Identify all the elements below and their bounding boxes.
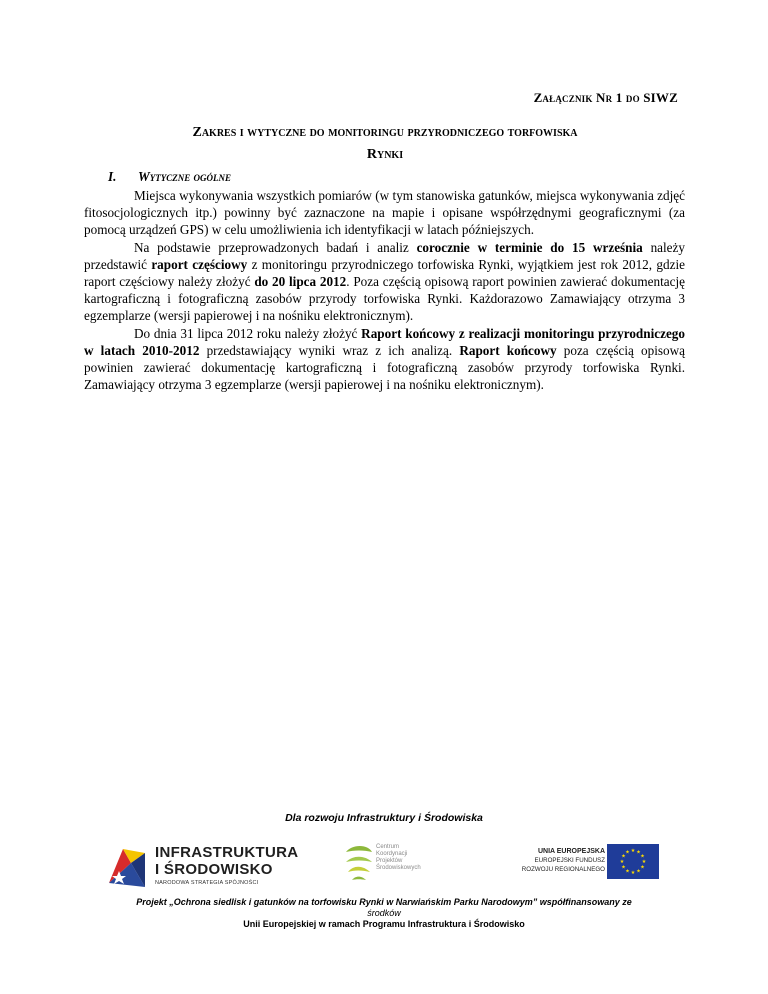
project-line-2: środków	[367, 908, 401, 918]
bold-run: Raport końcowy	[459, 342, 557, 358]
eu-star: ★	[630, 871, 636, 877]
section-number: I.	[108, 169, 117, 184]
text-run: z monitoringu przyrodniczego torfowiska Rynki, wyjątkiem jest rok 2012, gdzie raport częściowy należy złożyć	[84, 256, 685, 290]
text-run: poza częścią opisową powinien zawierać dokumentację kartograficzną i fotograficzną zasobów przyrody torfowiska Rynki. Zamawiający otrzyma 3 egzemplarze (wersji papierowej i na nośniku elektronicznym).	[84, 342, 685, 393]
document-body	[84, 187, 685, 393]
eu-star: ★	[640, 854, 645, 860]
text-run: przedstawiający wyniki wraz z ich analizą.	[199, 342, 460, 358]
annex-label: Załącznik Nr 1 do SIWZ	[533, 90, 678, 105]
eu-logo-text	[522, 847, 605, 874]
title-line-1: Zakres i wytyczne do monitoringu przyrodniczego torfowiska	[192, 125, 578, 140]
text-run: . Poza częścią opisową raport powinien zawierać dokumentację kartograficzną i fotograficzną zasobów przyrody torfowiska Rynki. Każdorazowo Zamawiający otrzyma 3 egzemplarze (wersji papierowej i na nośniku elektronicznym).	[84, 274, 685, 324]
eu-star: ★	[621, 854, 626, 860]
ckps-line: Projektów	[376, 858, 403, 864]
footer-tagline: Dla rozwoju Infrastruktury i Środowiska	[285, 812, 483, 824]
logo-is-line-3: NARODOWA STRATEGIA SPÓJNOŚCI	[155, 880, 259, 886]
project-line-3: Unii Europejskiej w ramach Programu Infrastruktura i Środowisko	[243, 919, 525, 929]
project-line-1: Projekt „Ochrona siedlisk i gatunków na torfowisku Rynki w Narwiańskim Parku Narodowym” współfinansowany ze	[136, 897, 632, 907]
eu-flag-icon	[607, 844, 659, 879]
title-line-2: Rynki	[366, 147, 404, 162]
eu-star: ★	[621, 865, 626, 871]
paragraph-2	[84, 239, 685, 325]
ckps-line: Koordynacji	[376, 851, 408, 857]
section-title: Wytyczne ogólne	[138, 169, 232, 184]
section-heading	[108, 169, 231, 185]
logo-is-line-2: I ŚRODOWISKO	[155, 861, 273, 878]
ckps-logo-text	[376, 844, 421, 872]
paragraph-3	[84, 325, 685, 394]
ckps-logo	[342, 842, 452, 894]
eu-star: ★	[640, 865, 645, 871]
eu-star: ★	[625, 850, 630, 856]
text-run: należy przedstawić	[84, 239, 685, 272]
document-title	[120, 122, 650, 166]
bold-run: Raport końcowy z realizacji monitoringu przyrodniczego w latach 2010-2012	[84, 325, 685, 358]
footer-project-note	[80, 897, 688, 930]
text-run: Do dnia 31 lipca 2012 roku należy złożyć	[134, 325, 362, 341]
eu-star: ★	[630, 849, 636, 855]
eu-star: ★	[619, 860, 625, 866]
eu-line-1: UNIA EUROPEJSKA	[537, 848, 605, 855]
ckps-line: Środowiskowych	[376, 865, 421, 871]
footer-logos	[0, 838, 768, 898]
paragraph-1: Miejsca wykonywania wszystkich pomiarów (w tym stanowiska gatunków, miejsca wykonywania zdjęć fitosocjologicznych itp.) powinny być zaznaczone na mapie i opisane współrzędnymi geograficznymi (za pomocą urządzeń GPS) w celu umożliwienia ich identyfikacji w latach późniejszych.	[84, 188, 685, 238]
text-run: Na podstawie przeprowadzonych badań i analiz	[134, 239, 417, 255]
eu-stars-icon	[607, 844, 659, 879]
bold-run: corocznie w terminie do 15 września	[416, 239, 643, 255]
bold-run: do 20 lipca 2012	[254, 274, 347, 290]
logo-is-line-1: INFRASTRUKTURA	[155, 844, 299, 861]
leaf-icon	[342, 842, 376, 884]
eu-logo	[504, 844, 659, 884]
eu-star: ★	[625, 869, 630, 875]
eu-line-3: ROZWOJU REGIONALNEGO	[521, 866, 605, 873]
ckps-line: Centrum	[376, 844, 400, 850]
eu-star: ★	[636, 869, 641, 875]
bold-run: raport częściowy	[151, 256, 248, 272]
infrastruktura-mark-icon	[105, 843, 149, 891]
eu-line-2: EUROPEJSKI FUNDUSZ	[534, 857, 605, 864]
eu-star: ★	[641, 860, 647, 866]
infrastruktura-srodowisko-logo	[95, 838, 299, 898]
eu-star: ★	[636, 850, 641, 856]
